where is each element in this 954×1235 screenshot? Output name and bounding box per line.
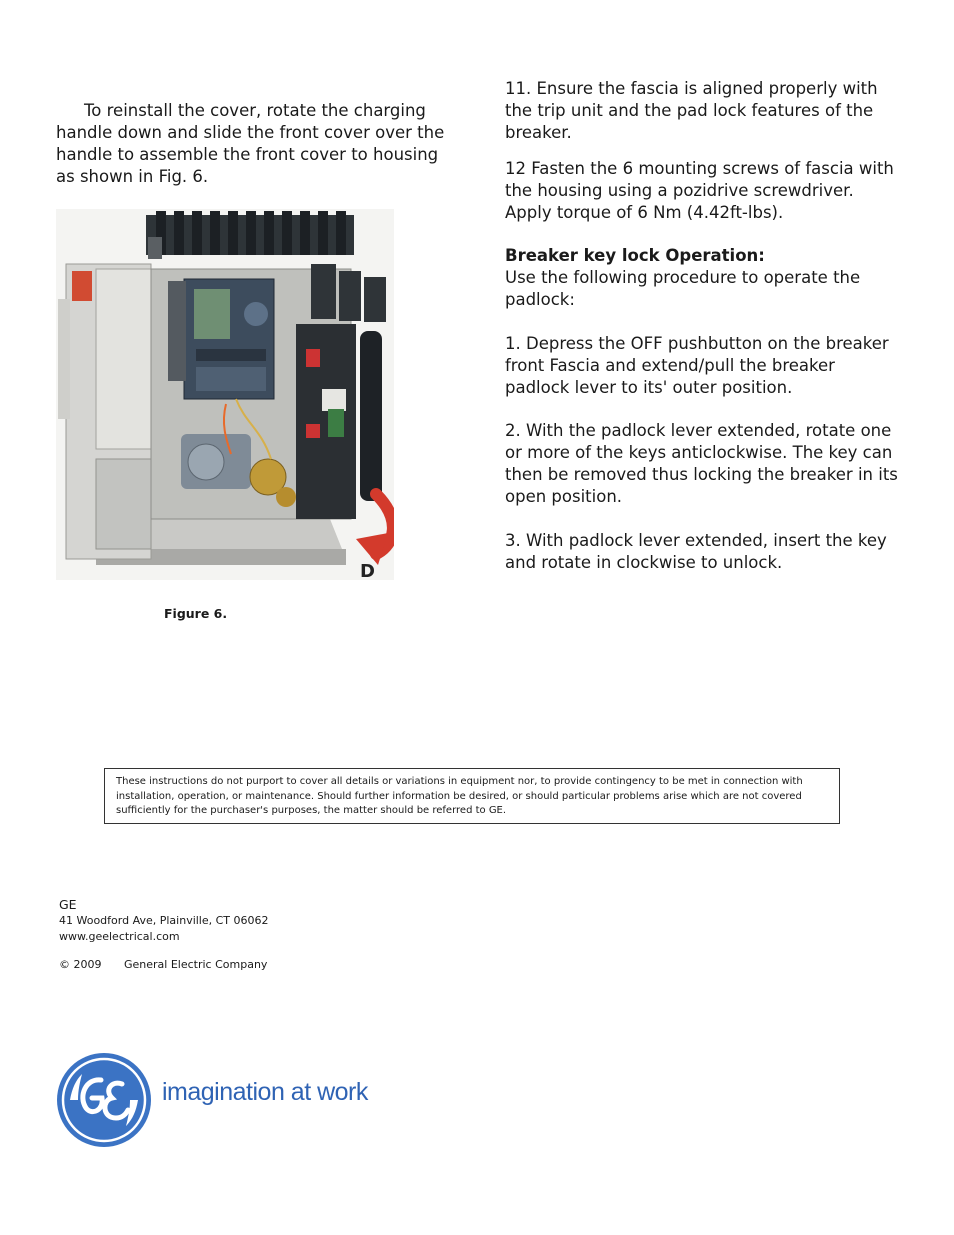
keylock-step-3: 3. With padlock lever extended, insert the key and rotate in clockwise to unlock. — [505, 531, 887, 572]
copyright-line — [59, 958, 267, 971]
company-name: GE — [59, 897, 77, 912]
company-address: 41 Woodford Ave, Plainville, CT 06062 — [59, 914, 269, 927]
ge-logo-icon — [56, 1052, 152, 1148]
figure-label-d: D — [360, 561, 375, 580]
company-website: www.geelectrical.com — [59, 930, 180, 943]
brand-tagline: imagination at work — [162, 1078, 368, 1106]
disclaimer-box — [104, 768, 840, 824]
figure-caption: Figure 6. — [164, 606, 228, 621]
keylock-step-1: 1. Depress the OFF pushbutton on the breaker front Fascia and extend/pull the breaker padlock lever to its' outer position. — [505, 334, 889, 397]
circuit-breaker-illustration — [56, 209, 394, 580]
keylock-heading: Breaker key lock Operation: — [505, 246, 765, 265]
keylock-intro: Use the following procedure to operate the padlock: — [505, 268, 861, 309]
step-11: 11. Ensure the fascia is aligned properly with the trip unit and the pad lock features of the breaker. — [505, 79, 878, 142]
copyright-holder: General Electric Company — [124, 958, 268, 971]
breaker-photo-figure — [56, 209, 394, 580]
copyright-year: © 2009 — [59, 958, 102, 971]
disclaimer-text: These instructions do not purport to cover all details or variations in equipment nor, to provide contingency to be met in connection with installation, operation, or maintenance. Should further information be desired, or should particular problems arise which are not covered sufficiently for the purchaser's purposes, the matter should be referred to GE. — [116, 776, 803, 816]
step-12: 12 Fasten the 6 mounting screws of fascia with the housing using a pozidrive screwdriver. Apply torque of 6 Nm (4.42ft-lbs). — [505, 159, 894, 222]
keylock-step-2: 2. With the padlock lever extended, rotate one or more of the keys anticlockwise. The key can then be removed thus locking the breaker in its open position. — [505, 421, 898, 506]
reinstall-instructions: To reinstall the cover, rotate the charging handle down and slide the front cover over the handle to assemble the front cover to housing as shown in Fig. 6. — [56, 101, 445, 186]
